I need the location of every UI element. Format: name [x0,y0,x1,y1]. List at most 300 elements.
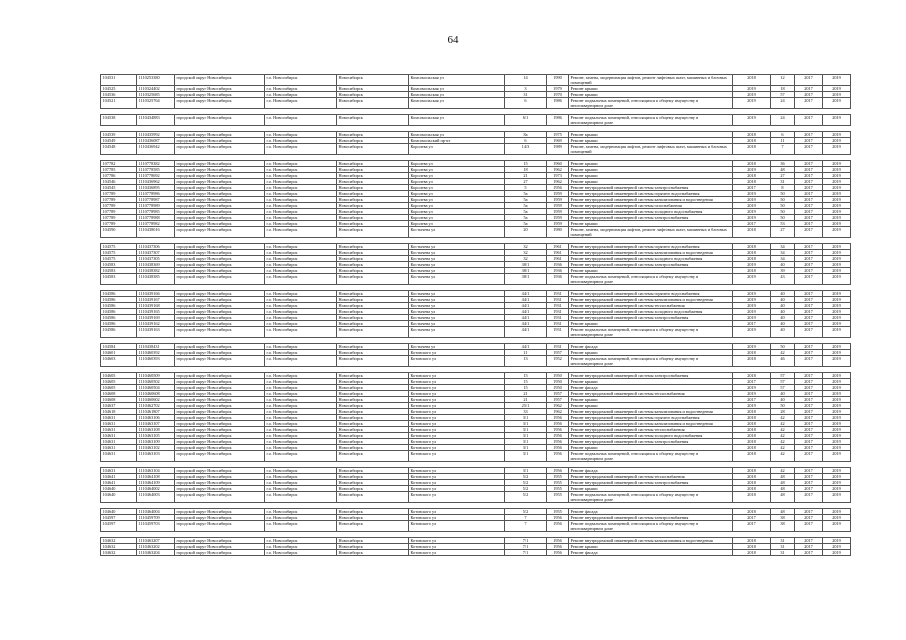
cell-plan-year: 2019 [733,309,771,315]
cell-municipality: городской округ Новосибирск [175,433,265,439]
table-row [101,521,851,532]
cell-build-year: 1936 [547,262,569,268]
cell-street: Королева ул [409,221,505,227]
cell-priority: 40 [771,309,795,315]
cell-plan-year: 2019 [733,303,771,309]
cell-period-end: 2019 [823,297,851,303]
cell-work-type: Ремонт крыши [569,544,733,550]
cell-plan-year: 2019 [733,315,771,321]
cell-locality: Новосибирск [337,274,409,285]
cell-house-number: 11 [505,350,547,356]
cell-city-district: г.о. Новосибирск [265,167,337,173]
cell-locality: Новосибирск [337,173,409,179]
cell-period-end: 2019 [823,250,851,256]
cell-city-district: г.о. Новосибирск [265,173,337,179]
cell-work-type: Ремонт внутридомовой инженерной системы канализования и водоотведения [569,197,733,203]
cell-plan-year: 2018 [733,415,771,421]
cell-object-code: 1110464108 [137,474,175,480]
cell-municipality: городской округ Новосибирск [175,451,265,462]
cell-priority: 43 [771,274,795,285]
cell-period-start: 2017 [795,115,823,126]
cell-record-id: 107789 [101,197,137,203]
cell-period-end: 2019 [823,227,851,238]
cell-plan-year: 2018 [733,75,771,86]
cell-house-number: 5а [505,221,547,227]
cell-city-district: г.о. Новосибирск [265,373,337,379]
cell-record-id: 104590 [101,227,137,238]
cell-municipality: городской округ Новосибирск [175,244,265,250]
cell-street: Котовского ул [409,538,505,544]
table-row [101,550,851,556]
cell-street: Королева ул [409,161,505,167]
cell-build-year: 1990 [547,75,569,86]
cell-street: Королева ул [409,197,505,203]
cell-period-start: 2017 [795,321,823,327]
cell-plan-year: 2019 [733,86,771,92]
cell-locality: Новосибирск [337,515,409,521]
cell-object-code: 1110435992 [137,132,175,138]
cell-record-id: 104525 [101,86,137,92]
cell-work-type: Ремонт внутридомовой инженерной системы канализования и водоотведения [569,421,733,427]
page-number: 64 [447,34,459,46]
cell-municipality: городской округ Новосибирск [175,268,265,274]
cell-plan-year: 2018 [733,451,771,462]
cell-work-type: Ремонт внутридомовой инженерной системы газоснабжения [569,203,733,209]
cell-record-id: 104605 [101,379,137,385]
cell-house-number: 44/1 [505,344,547,350]
cell-plan-year: 2019 [733,209,771,215]
cell-object-code: 1110438369 [137,262,175,268]
cell-work-type: Ремонт фасада [569,509,733,515]
cell-work-type: Ремонт внутридомовой инженерной системы горячего водоснабжения [569,415,733,421]
cell-build-year: 1975 [547,132,569,138]
cell-priority: 7 [771,144,795,155]
cell-period-end: 2019 [823,167,851,173]
cell-period-end: 2019 [823,309,851,315]
cell-period-end: 2019 [823,521,851,532]
cell-house-number: 8а [505,132,547,138]
cell-plan-year: 2019 [733,391,771,397]
cell-priority: 48 [771,474,795,480]
cell-period-end: 2019 [823,303,851,309]
cell-street: Комсомольская ул [409,86,505,92]
cell-street: Костычева ул [409,274,505,285]
cell-locality: Новосибирск [337,262,409,268]
cell-priority: 57 [771,373,795,379]
cell-period-end: 2019 [823,515,851,521]
cell-municipality: городской округ Новосибирск [175,445,265,451]
cell-period-end: 2019 [823,468,851,474]
cell-work-type: Ремонт внутридомовой инженерной системы теплоснабжения [569,427,733,433]
cell-work-type: Ремонт подвальных помещений, относящихся к общему имуществу в многоквартирном доме [569,115,733,126]
cell-object-code: 1110253380 [137,75,175,86]
cell-municipality: городской округ Новосибирск [175,521,265,532]
cell-priority: 42 [771,421,795,427]
cell-object-code: 1110436962 [137,179,175,185]
cell-municipality: городской округ Новосибирск [175,92,265,98]
cell-street: Костычева ул [409,256,505,262]
cell-build-year: 1959 [547,197,569,203]
cell-work-type: Ремонт внутридомовой инженерной системы электроснабжения [569,480,733,486]
cell-build-year: 1931 [547,297,569,303]
cell-record-id: 104583 [101,274,137,285]
cell-work-type: Ремонт крыши [569,92,733,98]
cell-plan-year: 2019 [733,403,771,409]
cell-period-start: 2017 [795,451,823,462]
cell-municipality: городской округ Новосибирск [175,474,265,480]
cell-municipality: городской округ Новосибирск [175,98,265,109]
cell-locality: Новосибирск [337,221,409,227]
cell-record-id: 107782 [101,161,137,167]
cell-record-id: 104584 [101,344,137,350]
cell-locality: Новосибирск [337,215,409,221]
cell-locality: Новосибирск [337,474,409,480]
cell-municipality: городской округ Новосибирск [175,492,265,503]
cell-priority: 50 [771,191,795,197]
cell-period-start: 2017 [795,474,823,480]
cell-municipality: городской округ Новосибирск [175,515,265,521]
cell-street: Костычева ул [409,303,505,309]
cell-work-type: Ремонт внутридомовой инженерной системы электроснабжения [569,185,733,191]
cell-object-code: 1110778692 [137,173,175,179]
cell-priority: 34 [771,256,795,262]
cell-work-type: Ремонт внутридомовой инженерной системы теплоснабжения [569,474,733,480]
cell-period-end: 2019 [823,161,851,167]
cell-city-district: г.о. Новосибирск [265,515,337,521]
cell-street: Костычева ул [409,327,505,338]
cell-period-start: 2017 [795,427,823,433]
cell-plan-year: 2019 [733,262,771,268]
cell-city-district: г.о. Новосибирск [265,221,337,227]
cell-build-year: 1950 [547,379,569,385]
cell-city-district: г.о. Новосибирск [265,538,337,544]
cell-house-number: 32 [505,250,547,256]
cell-city-district: г.о. Новосибирск [265,291,337,297]
cell-object-code: 1110459703 [137,521,175,532]
cell-work-type: Ремонт, замена, модернизация лифтов, ремонт лифтовых шахт, машинных и блочных помещений [569,75,733,86]
cell-build-year: 1962 [547,167,569,173]
cell-priority: 42 [771,439,795,445]
cell-build-year: 1980 [547,227,569,238]
cell-municipality: городской округ Новосибирск [175,115,265,126]
cell-city-district: г.о. Новосибирск [265,439,337,445]
cell-house-number: 3/1 [505,427,547,433]
cell-street: Котовского ул [409,403,505,409]
cell-period-start: 2017 [795,268,823,274]
cell-record-id: 104575 [101,256,137,262]
cell-city-district: г.о. Новосибирск [265,227,337,238]
cell-locality: Новосибирск [337,167,409,173]
cell-municipality: городской округ Новосибирск [175,262,265,268]
cell-municipality: городской округ Новосибирск [175,191,265,197]
cell-object-code: 1110778585 [137,167,175,173]
cell-record-id: 104586 [101,315,137,321]
cell-period-end: 2019 [823,379,851,385]
cell-period-start: 2017 [795,309,823,315]
cell-house-number: 44/1 [505,297,547,303]
cell-priority: 57 [771,92,795,98]
cell-record-id: 104586 [101,321,137,327]
cell-record-id: 104603 [101,356,137,367]
cell-record-id: 104545 [101,185,137,191]
cell-locality: Новосибирск [337,209,409,215]
cell-locality: Новосибирск [337,403,409,409]
cell-municipality: городской округ Новосибирск [175,132,265,138]
cell-house-number: 5/2 [505,474,547,480]
cell-street: Котовского ул [409,379,505,385]
cell-municipality: городской округ Новосибирск [175,197,265,203]
cell-plan-year: 2017 [733,515,771,521]
cell-municipality: городской округ Новосибирск [175,350,265,356]
cell-priority: 6 [771,132,795,138]
cell-period-start: 2017 [795,433,823,439]
cell-house-number: 5/2 [505,486,547,492]
cell-object-code: 1110463109 [137,439,175,445]
cell-municipality: городской округ Новосибирск [175,144,265,155]
cell-period-end: 2019 [823,191,851,197]
cell-priority: 40 [771,397,795,403]
cell-municipality: городской округ Новосибирск [175,373,265,379]
cell-object-code: 1110460602 [137,397,175,403]
cell-plan-year: 2018 [733,486,771,492]
cell-street: Костычева ул [409,250,505,256]
cell-priority: 18 [771,86,795,92]
cell-build-year: 1962 [547,403,569,409]
cell-priority: 40 [771,321,795,327]
cell-city-district: г.о. Новосибирск [265,268,337,274]
cell-city-district: г.о. Новосибирск [265,209,337,215]
cell-street: Котовского ул [409,421,505,427]
cell-record-id: 104640 [101,486,137,492]
cell-street: Королева ул [409,209,505,215]
table-row [101,227,851,238]
cell-priority: 31 [771,550,795,556]
document-table-container [100,74,850,556]
cell-record-id: 104597 [101,521,137,532]
cell-priority: 42 [771,451,795,462]
cell-work-type: Ремонт крыши [569,179,733,185]
cell-house-number: 3/1 [505,415,547,421]
cell-plan-year: 2018 [733,227,771,238]
cell-object-code: 1110325685 [137,92,175,98]
cell-object-code: 1110460392 [137,350,175,356]
cell-street: Котовского ул [409,544,505,550]
cell-period-start: 2017 [795,197,823,203]
cell-city-district: г.о. Новосибирск [265,86,337,92]
cell-period-end: 2019 [823,138,851,144]
cell-period-end: 2019 [823,509,851,515]
table-row [101,115,851,126]
cell-priority: 31 [771,544,795,550]
cell-priority: 36 [771,161,795,167]
cell-street: Котовского ул [409,356,505,367]
cell-city-district: г.о. Новосибирск [265,445,337,451]
cell-build-year: 1957 [547,350,569,356]
cell-locality: Новосибирск [337,132,409,138]
cell-record-id: 104631 [101,445,137,451]
cell-work-type: Ремонт фасада [569,550,733,556]
cell-work-type: Ремонт крыши [569,445,733,451]
cell-street: Котовского ул [409,515,505,521]
cell-city-district: г.о. Новосибирск [265,115,337,126]
cell-build-year: 1961 [547,256,569,262]
cell-work-type: Ремонт внутридомовой инженерной системы электроснабжения [569,315,733,321]
cell-object-code: 1110439166 [137,291,175,297]
cell-plan-year: 2018 [733,544,771,550]
cell-municipality: городской округ Новосибирск [175,274,265,285]
cell-build-year: 1931 [547,315,569,321]
cell-build-year: 1931 [547,344,569,350]
cell-object-code: 1110460509 [137,373,175,379]
cell-house-number: 44/1 [505,315,547,321]
cell-priority: 34 [771,250,795,256]
cell-locality: Новосибирск [337,468,409,474]
cell-period-end: 2019 [823,291,851,297]
cell-street: Котовского ул [409,468,505,474]
cell-work-type: Ремонт внутридомовой инженерной системы горячего водоснабжения [569,191,733,197]
cell-object-code: 1110325764 [137,98,175,109]
cell-period-end: 2019 [823,433,851,439]
cell-priority: 48 [771,480,795,486]
cell-plan-year: 2018 [733,421,771,427]
cell-period-end: 2019 [823,185,851,191]
cell-house-number: 5/2 [505,480,547,486]
cell-locality: Новосибирск [337,550,409,556]
cell-plan-year: 2018 [733,445,771,451]
cell-period-end: 2019 [823,179,851,185]
cell-city-district: г.о. Новосибирск [265,480,337,486]
cell-locality: Новосибирск [337,480,409,486]
cell-work-type: Ремонт крыши [569,167,733,173]
cell-priority: 31 [771,538,795,544]
cell-plan-year: 2018 [733,179,771,185]
cell-municipality: городской округ Новосибирск [175,344,265,350]
cell-build-year: 1956 [547,544,569,550]
cell-build-year: 1961 [547,250,569,256]
cell-house-number: 5а [505,191,547,197]
cell-municipality: городской округ Новосибирск [175,321,265,327]
cell-object-code: 1110460393 [137,356,175,367]
cell-build-year: 1959 [547,209,569,215]
cell-object-code: 1110462702 [137,403,175,409]
cell-house-number: 21 [505,173,547,179]
cell-house-number: 18 [505,167,547,173]
cell-locality: Новосибирск [337,191,409,197]
cell-period-end: 2019 [823,215,851,221]
cell-city-district: г.о. Новосибирск [265,379,337,385]
cell-city-district: г.о. Новосибирск [265,191,337,197]
cell-work-type: Ремонт подвальных помещений, относящихся к общему имуществу в многоквартирном доме [569,451,733,462]
cell-object-code: 1110324402 [137,86,175,92]
cell-plan-year: 2019 [733,344,771,350]
cell-house-number: 38/1 [505,268,547,274]
cell-period-end: 2019 [823,451,851,462]
cell-street: Котовского ул [409,550,505,556]
cell-record-id: 104601 [101,350,137,356]
cell-priority: 46 [771,356,795,367]
cell-period-start: 2017 [795,179,823,185]
cell-record-id: 107789 [101,221,137,227]
cell-period-end: 2019 [823,268,851,274]
cell-priority: 42 [771,427,795,433]
cell-city-district: г.о. Новосибирск [265,274,337,285]
cell-city-district: г.о. Новосибирск [265,486,337,492]
cell-locality: Новосибирск [337,86,409,92]
cell-period-start: 2017 [795,480,823,486]
cell-street: Котовского ул [409,474,505,480]
cell-object-code: 1110464109 [137,480,175,486]
cell-build-year: 1979 [547,86,569,92]
cell-period-start: 2017 [795,492,823,503]
cell-build-year: 1956 [547,421,569,427]
cell-street: Котовского ул [409,451,505,462]
cell-period-start: 2017 [795,274,823,285]
cell-street: Котовского ул [409,350,505,356]
cell-locality: Новосибирск [337,397,409,403]
cell-object-code: 1110438431 [137,344,175,350]
cell-object-code: 1110436942 [137,144,175,155]
cell-work-type: Ремонт внутридомовой инженерной системы горячего водоснабжения [569,291,733,297]
cell-house-number: 20 [505,227,547,238]
cell-street: Королева ул [409,167,505,173]
cell-city-district: г.о. Новосибирск [265,344,337,350]
cell-municipality: городской округ Новосибирск [175,315,265,321]
cell-object-code: 1110437306 [137,244,175,250]
cell-priority: 48 [771,492,795,503]
cell-period-start: 2017 [795,250,823,256]
cell-period-start: 2017 [795,98,823,109]
cell-municipality: городской округ Новосибирск [175,327,265,338]
cell-city-district: г.о. Новосибирск [265,297,337,303]
cell-record-id: 104586 [101,327,137,338]
cell-city-district: г.о. Новосибирск [265,327,337,338]
cell-work-type: Ремонт, замена, модернизация лифтов, ремонт лифтовых шахт, машинных и блочных помещений [569,144,733,155]
cell-house-number: 44/1 [505,291,547,297]
cell-priority: 40 [771,291,795,297]
cell-period-end: 2019 [823,492,851,503]
table-row [101,98,851,109]
cell-object-code: 1110464004 [137,509,175,515]
cell-period-end: 2019 [823,256,851,262]
cell-period-start: 2017 [795,486,823,492]
cell-period-start: 2017 [795,303,823,309]
cell-period-end: 2019 [823,397,851,403]
cell-period-start: 2017 [795,132,823,138]
cell-build-year: 1959 [547,203,569,209]
cell-build-year: 1956 [547,427,569,433]
cell-street: Комсомольская ул [409,132,505,138]
cell-period-end: 2019 [823,132,851,138]
cell-object-code: 1110778989 [137,203,175,209]
cell-period-start: 2017 [795,538,823,544]
cell-record-id: 104631 [101,421,137,427]
cell-municipality: городской округ Новосибирск [175,356,265,367]
cell-period-start: 2017 [795,379,823,385]
cell-priority: 50 [771,403,795,409]
cell-build-year: 1956 [547,468,569,474]
cell-house-number: 6 [505,138,547,144]
cell-record-id: 104586 [101,303,137,309]
cell-record-id: 104586 [101,309,137,315]
cell-period-end: 2019 [823,209,851,215]
cell-municipality: городской округ Новосибирск [175,173,265,179]
cell-plan-year: 2019 [733,197,771,203]
cell-municipality: городской округ Новосибирск [175,468,265,474]
cell-plan-year: 2018 [733,250,771,256]
cell-house-number: 15 [505,373,547,379]
cell-object-code: 1110436895 [137,185,175,191]
cell-build-year: 1955 [547,474,569,480]
